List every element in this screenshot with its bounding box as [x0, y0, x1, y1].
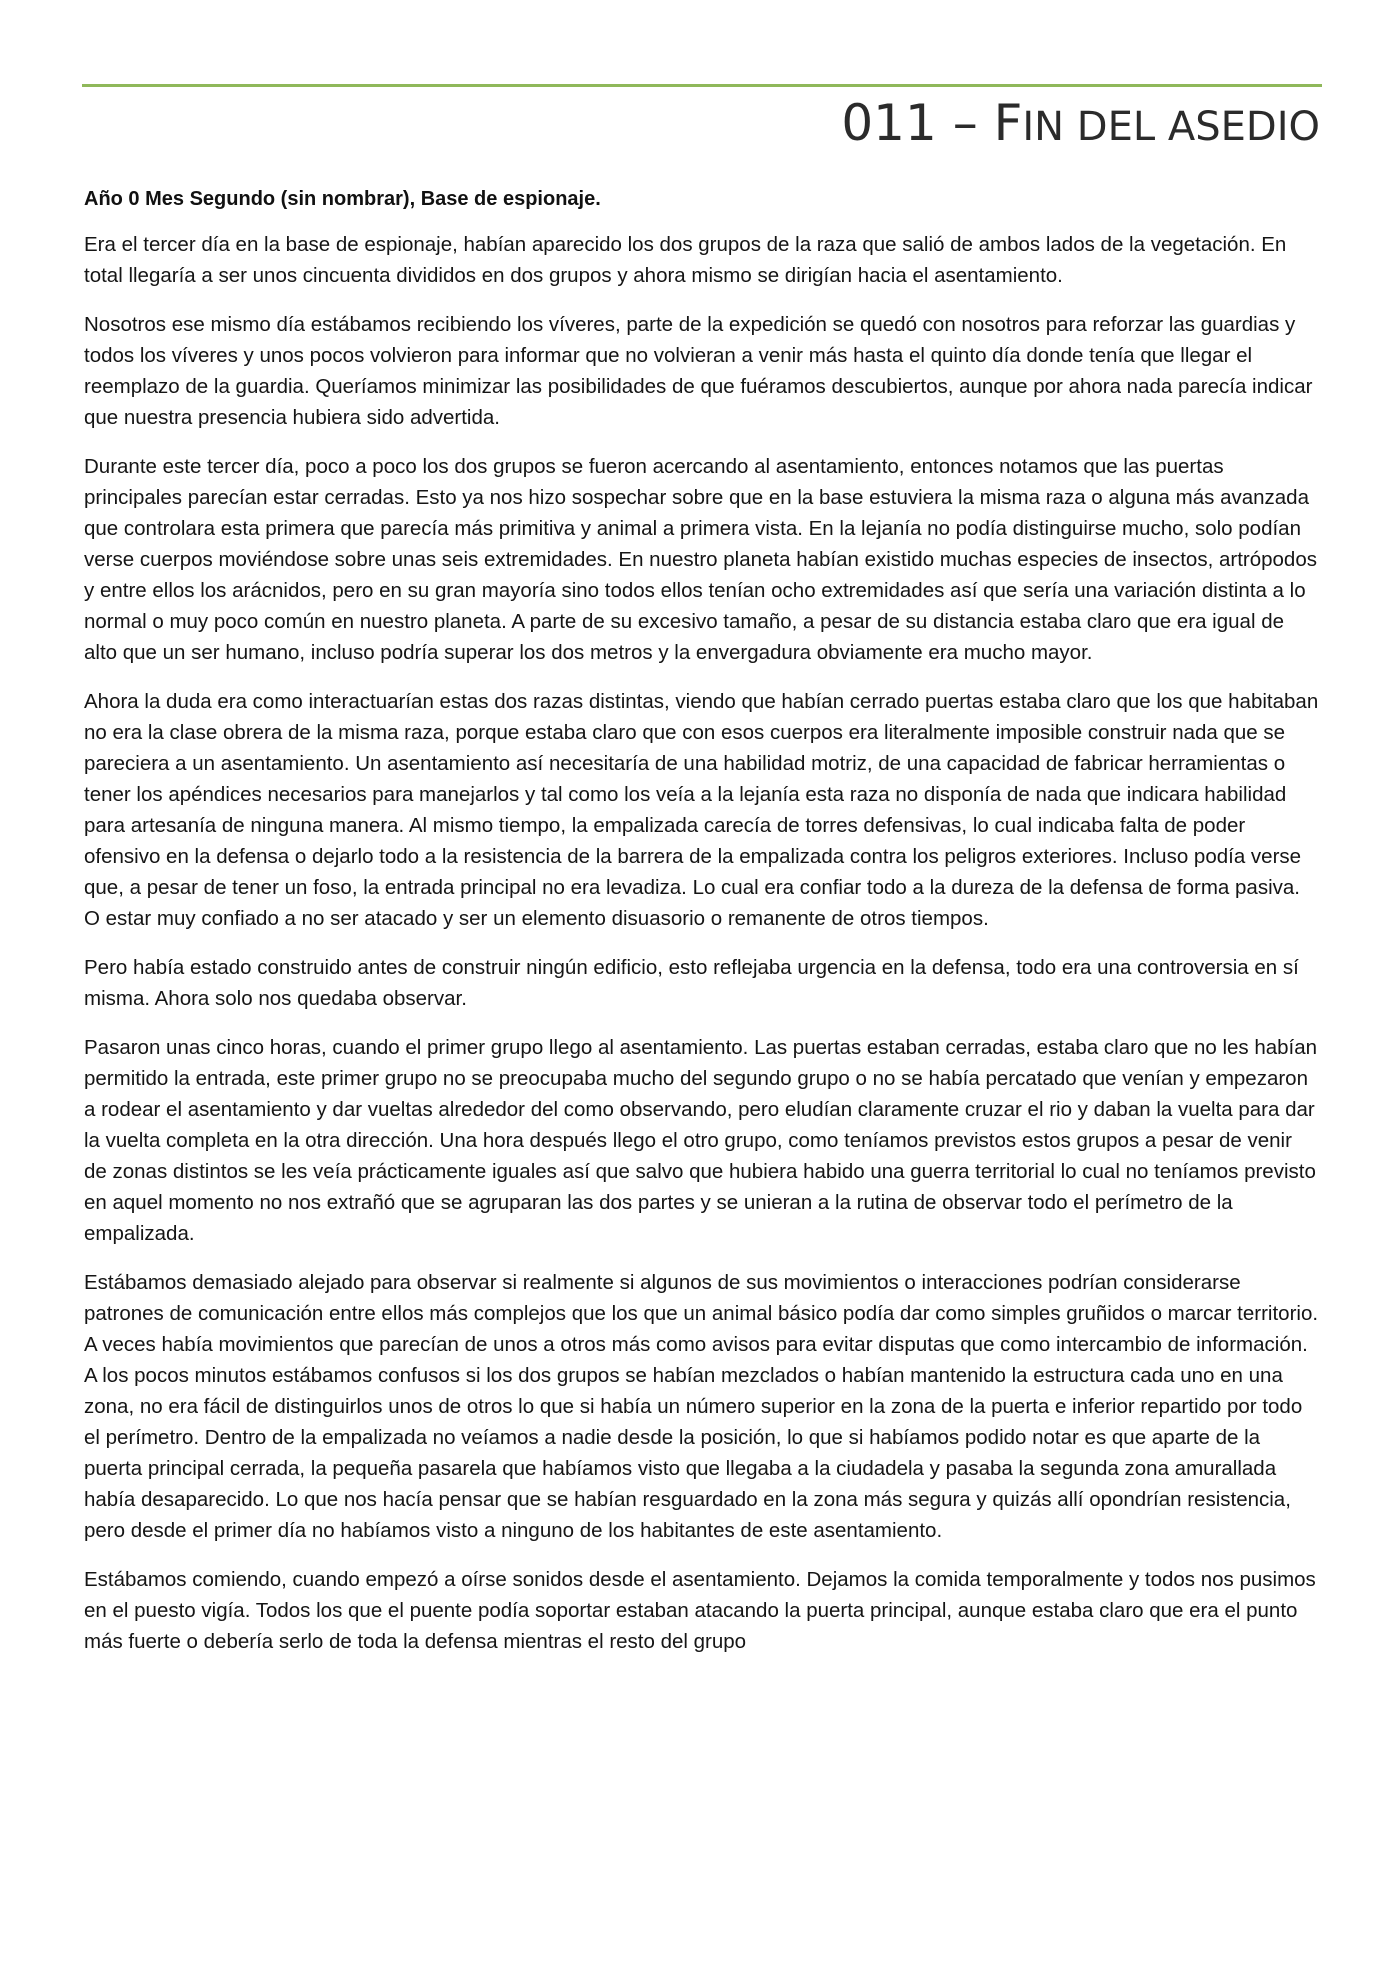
- chapter-title: [841, 94, 1320, 152]
- paragraph-5: Pero había estado construido antes de construir ningún edificio, esto reflejaba urgencia en la defensa, todo era una controversia en sí misma. Ahora solo nos quedaba observar.: [84, 956, 1299, 1010]
- paragraph-6: Pasaron unas cinco horas, cuando el primer grupo llego al asentamiento. Las puertas estaban cerradas, estaba claro que no les habían permitido la entrada, este primer grupo no se preocupaba mucho del segundo grupo o no se había percatado que venían y empezaron a rodear el asentamiento y dar vueltas alrededor del como observando, pero eludían claramente cruzar el rio y daban la vuelta para dar la vuelta completa en la otra dirección. Una hora después llego el otro grupo, como teníamos previstos estos grupos a pesar de venir de zonas distintos se les veía prácticamente iguales así que salvo que hubiera habido una guerra territorial lo cual no teníamos previsto en aquel momento no nos extrañó que se agruparan las dos partes y se unieran a la rutina de observar todo el perímetro de la empalizada.: [84, 1036, 1318, 1245]
- body-text: [84, 186, 1320, 1675]
- paragraph-7: Estábamos demasiado alejado para observar si realmente si algunos de sus movimientos o interacciones podrían considerarse patrones de comunicación entre ellos más complejos que los que un animal básico podía dar como simples gruñidos o marcar territorio. A veces había movimientos que parecían de unos a otros más como avisos para evitar disputas que como intercambio de información. A los pocos minutos estábamos confusos si los dos grupos se habían mezclados o habían mantenido la estructura cada uno en una zona, no era fácil de distinguirlos unos de otros lo que si había un número superior en la zona de la puerta e inferior repartido por todo el perímetro. Dentro de la empalizada no veíamos a nadie desde la posición, lo que si habíamos podido notar es que aparte de la puerta principal cerrada, la pequeña pasarela que habíamos visto que llegaba a la ciudadela y pasaba la segunda zona amurallada había desaparecido. Lo que nos hacía pensar que se habían resguardado en la zona más segura y quizás allí opondrían resistencia, pero desde el primer día no habíamos visto a ninguno de los habitantes de este asentamiento.: [84, 1271, 1319, 1542]
- paragraph-2: Nosotros ese mismo día estábamos recibiendo los víveres, parte de la expedición se quedó con nosotros para reforzar las guardias y todos los víveres y unos pocos volvieron para informar que no volvieran a venir más hasta el quinto día donde tenía que llegar el reemplazo de la guardia. Queríamos minimizar las posibilidades de que fuéramos descubiertos, aunque por ahora nada parecía indicar que nuestra presencia hubiera sido advertida.: [84, 313, 1313, 429]
- header-rule: [82, 84, 1322, 87]
- paragraph-3: Durante este tercer día, poco a poco los dos grupos se fueron acercando al asentamiento, entonces notamos que las puertas principales parecían estar cerradas. Esto ya nos hizo sospechar sobre que en la base estuviera la misma raza o alguna más avanzada que controlara esta primera que parecía más primitiva y animal a primera vista. En la lejanía no podía distinguirse mucho, solo podían verse cuerpos moviéndose sobre unas seis extremidades. En nuestro planeta habían existido muchas especies de insectos, artrópodos y entre ellos los arácnidos, pero en su gran mayoría sino todos ellos tenían ocho extremidades así que sería una variación distinta a lo normal o muy poco común en nuestro planeta. A parte de su excesivo tamaño, a pesar de su distancia estaba claro que era igual de alto que un ser humano, incluso podría superar los dos metros y la envergadura obviamente era mucho mayor.: [84, 455, 1317, 664]
- paragraph-4: Ahora la duda era como interactuarían estas dos razas distintas, viendo que habían cerrado puertas estaba claro que los que habitaban no era la clase obrera de la misma raza, porque estaba claro que con esos cuerpos era literalmente imposible construir nada que se pareciera a un asentamiento. Un asentamiento así necesitaría de una habilidad motriz, de una capacidad de fabricar herramientas o tener los apéndices necesarios para manejarlos y tal como los veía a la lejanía esta raza no disponía de nada que indicara habilidad para artesanía de ninguna manera. Al mismo tiempo, la empalizada carecía de torres defensivas, lo cual indicaba falta de poder ofensivo en la defensa o dejarlo todo a la resistencia de la barrera de la empalizada contra los peligros exteriores. Incluso podía verse que, a pesar de tener un foso, la entrada principal no era levadiza. Lo cual era confiar todo a la dureza de la defensa de forma pasiva. O estar muy confiado a no ser atacado y ser un elemento disuasorio o remanente de otros tiempos.: [84, 690, 1319, 930]
- title-dash: –: [936, 94, 994, 152]
- paragraph-1: Era el tercer día en la base de espionaje, habían aparecido los dos grupos de la raza que salió de ambos lados de la vegetación. En total llegaría a ser unos cincuenta divididos en dos grupos y ahora mismo se dirigían hacia el asentamiento.: [84, 233, 1287, 287]
- title-rest: IN DEL ASEDIO: [1022, 104, 1320, 150]
- title-first-letter: F: [993, 94, 1023, 152]
- paragraph-8: Estábamos comiendo, cuando empezó a oírse sonidos desde el asentamiento. Dejamos la comida temporalmente y todos nos pusimos en el puesto vigía. Todos los que el puente podía soportar estaban atacando la puerta principal, aunque estaba claro que era el punto más fuerte o debería serlo de toda la defensa mientras el resto del grupo: [84, 1568, 1316, 1653]
- date-location-line: Año 0 Mes Segundo (sin nombrar), Base de espionaje.: [84, 188, 601, 210]
- chapter-number: 011: [841, 94, 937, 152]
